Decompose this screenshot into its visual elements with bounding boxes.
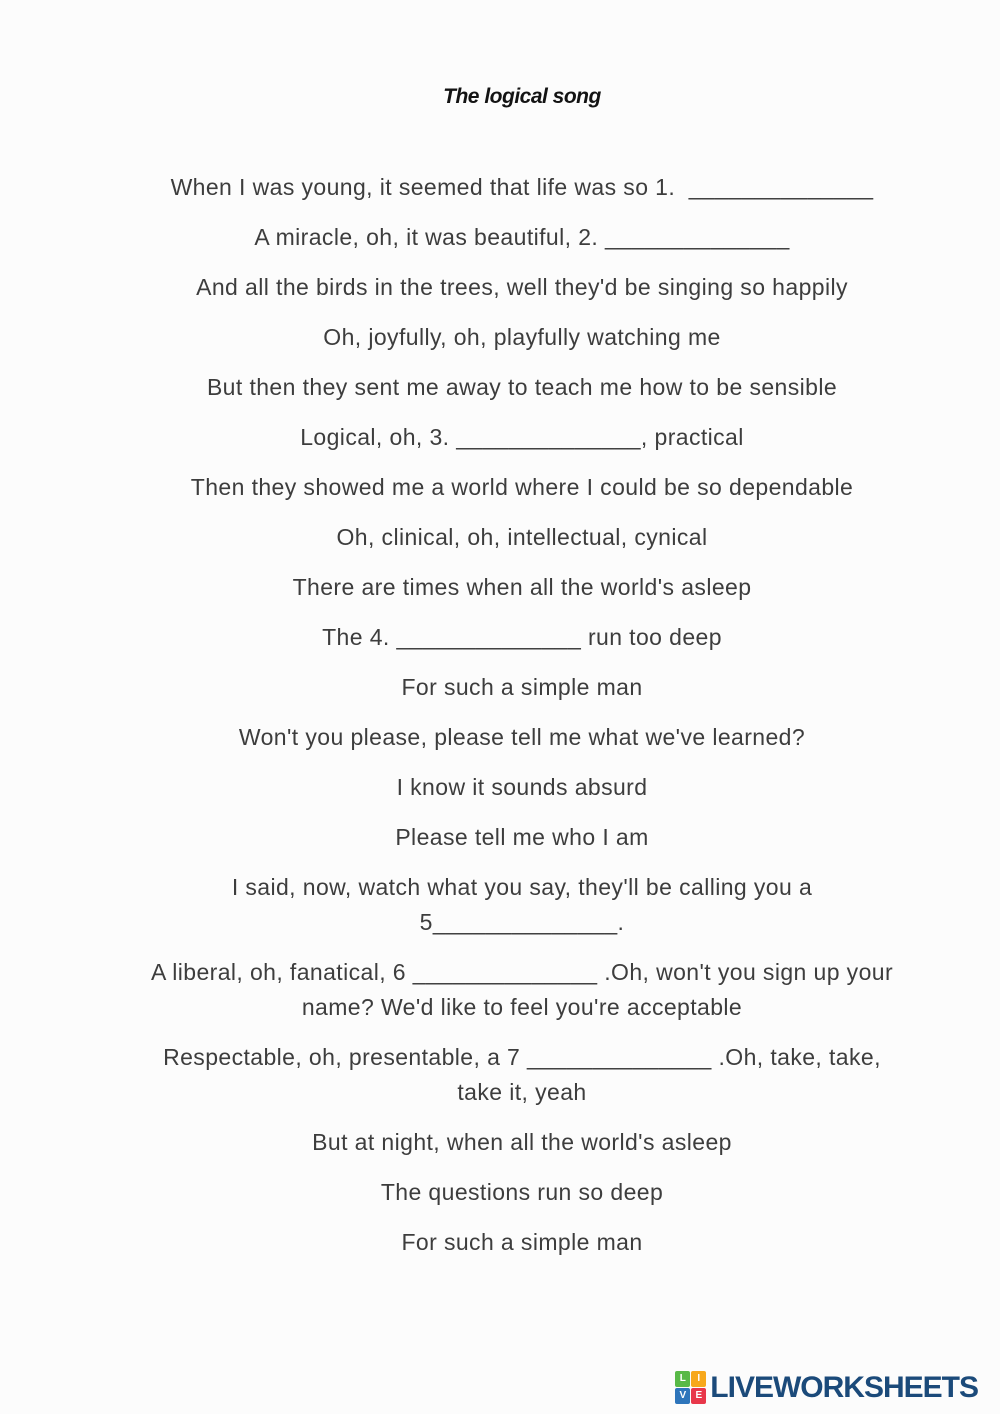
lyric-block <box>44 220 1000 255</box>
lyric-line: Won't you please, please tell me what we've learned? <box>238 724 806 750</box>
lyric-line: But then they sent me away to teach me how to be sensible <box>206 374 838 400</box>
lyric-line: take it, yeah <box>457 1079 587 1105</box>
liveworksheets-logo-grid <box>675 1371 706 1404</box>
lyric-block <box>44 620 1000 655</box>
lyric-line: Respectable, oh, presentable, a 7 ______________ .Oh, take, take, <box>163 1044 881 1070</box>
lyric-block <box>44 320 1000 355</box>
logo-tile-e: E <box>691 1388 706 1404</box>
lyric-block <box>44 1040 1000 1110</box>
lyric-line: A miracle, oh, it was beautiful, 2. ______________ <box>254 224 790 250</box>
lyric-block <box>44 270 1000 305</box>
logo-tile-i: I <box>691 1371 706 1387</box>
lyric-block <box>44 820 1000 855</box>
lyric-line: For such a simple man <box>401 1229 643 1255</box>
lyric-block <box>44 170 1000 205</box>
lyric-block <box>44 420 1000 455</box>
lyric-line: The 4. ______________ run too deep <box>322 624 722 650</box>
lyric-line: For such a simple man <box>401 674 643 700</box>
lyric-block <box>44 955 1000 1025</box>
logo-tile-l: L <box>675 1371 690 1387</box>
lyric-line: Oh, joyfully, oh, playfully watching me <box>323 324 721 350</box>
lyric-block <box>44 720 1000 755</box>
lyric-line: And all the birds in the trees, well they'd be singing so happily <box>196 274 848 300</box>
lyric-block <box>44 1225 1000 1260</box>
lyric-line: The questions run so deep <box>380 1179 664 1205</box>
lyric-line: When I was young, it seemed that life was so 1. ______________ <box>170 174 874 200</box>
lyric-line: But at night, when all the world's asleep <box>312 1129 732 1155</box>
lyric-block <box>44 520 1000 555</box>
lyric-line: Oh, clinical, oh, intellectual, cynical <box>336 524 708 550</box>
lyric-line: name? We'd like to feel you're acceptable <box>301 994 743 1020</box>
liveworksheets-wordmark: LIVEWORKSHEETS <box>710 1370 978 1404</box>
lyric-line: I said, now, watch what you say, they'll be calling you a <box>231 874 813 900</box>
worksheet-title: The logical song <box>443 85 601 108</box>
lyric-line: There are times when all the world's asleep <box>292 574 752 600</box>
logo-tile-v: V <box>675 1388 690 1404</box>
lyric-line: Please tell me who I am <box>395 824 649 850</box>
lyric-block <box>44 370 1000 405</box>
lyric-line: 5______________. <box>419 909 625 935</box>
lyric-block <box>44 1175 1000 1210</box>
lyric-line: I know it sounds absurd <box>396 774 648 800</box>
lyric-line: Then they showed me a world where I could be so dependable <box>190 474 854 500</box>
liveworksheets-logo[interactable] <box>675 1371 978 1404</box>
lyric-block <box>44 670 1000 705</box>
lyric-block <box>44 570 1000 605</box>
lyric-block <box>44 770 1000 805</box>
lyric-block <box>44 470 1000 505</box>
lyrics <box>44 170 1000 1260</box>
lyric-line: Logical, oh, 3. ______________, practical <box>300 424 744 450</box>
lyric-line: A liberal, oh, fanatical, 6 ______________ .Oh, won't you sign up your <box>150 959 894 985</box>
lyric-block <box>44 1125 1000 1160</box>
lyric-block <box>44 870 1000 940</box>
